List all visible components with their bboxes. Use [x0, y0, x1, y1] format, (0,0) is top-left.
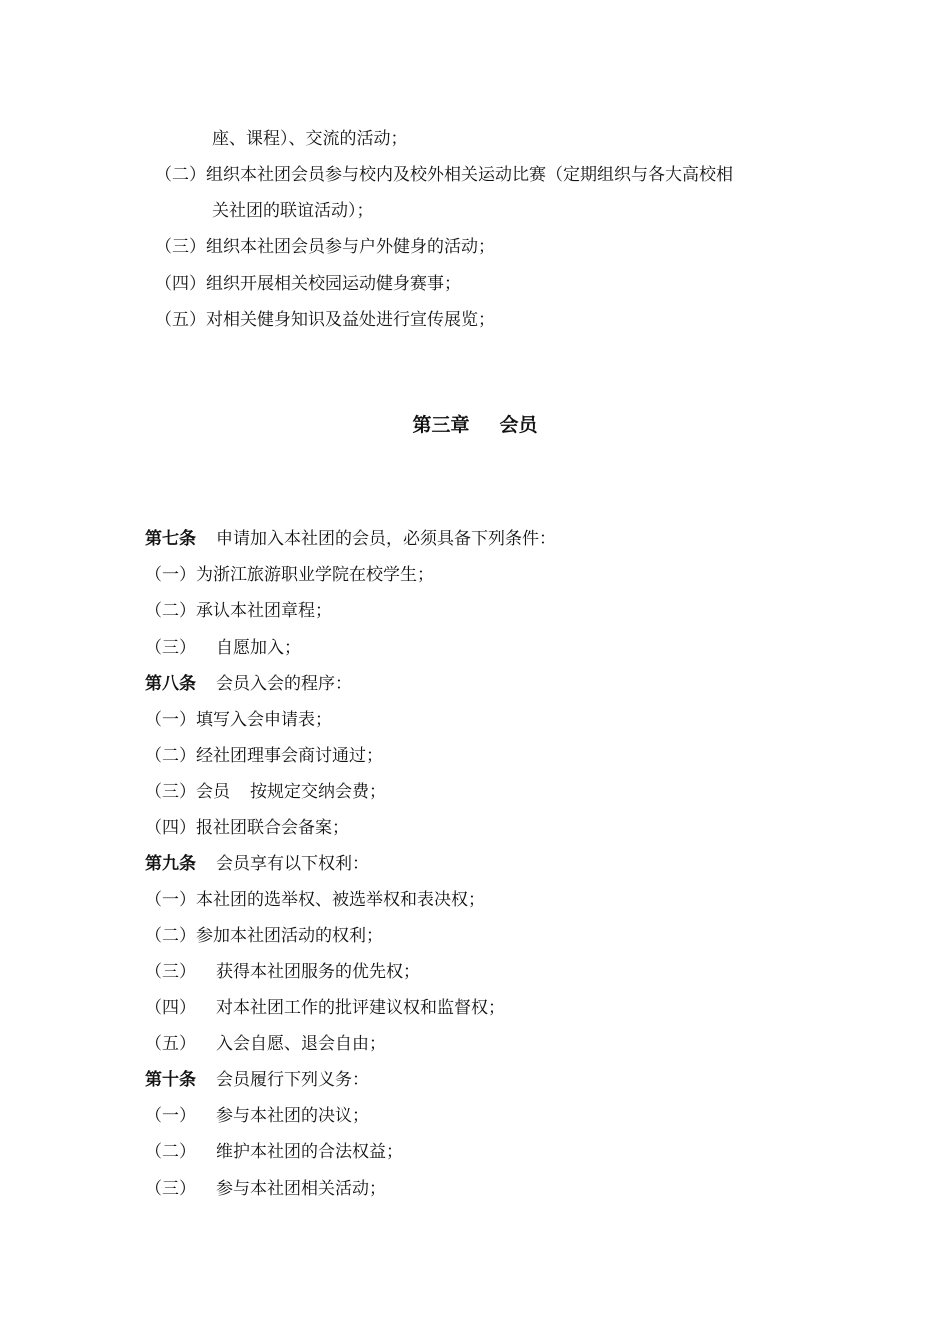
article-heading [145, 853, 369, 875]
list-item: （四）报社团联合会备案； [145, 818, 349, 838]
list-item: （一）为浙江旅游职业学院在校学生； [145, 565, 434, 585]
list-item: （五） 入会自愿、退会自由； [145, 1034, 386, 1054]
article-label: 第七条 [145, 529, 196, 549]
list-item: （一）本社团的选举权、被选举权和表决权； [145, 890, 485, 910]
list-item: （三） 自愿加入； [145, 638, 301, 658]
list-item: （一）填写入会申请表； [145, 710, 332, 730]
chapter-title [0, 412, 950, 438]
list-item: （二）承认本社团章程； [145, 601, 332, 621]
article-text: 会员入会的程序： [216, 674, 352, 694]
article-heading [145, 1069, 369, 1091]
article-heading [145, 528, 556, 550]
list-item: （二） 维护本社团的合法权益； [145, 1142, 403, 1162]
article-text: 会员履行下列义务： [216, 1070, 369, 1090]
list-item: （三）会员 按规定交纳会费； [145, 782, 386, 802]
list-item: （一） 参与本社团的决议； [145, 1106, 369, 1126]
article-text: 会员享有以下权利： [216, 854, 369, 874]
article-label: 第八条 [145, 674, 196, 694]
list-item: （二）参加本社团活动的权利； [145, 926, 383, 946]
list-item: （四） 对本社团工作的批评建议权和监督权； [145, 998, 505, 1018]
list-item: （五）对相关健身知识及益处进行宣传展览； [155, 310, 495, 330]
list-item: （三）组织本社团会员参与户外健身的活动； [155, 237, 495, 257]
continuation-line: 关社团的联谊活动）； [212, 201, 374, 221]
list-item: （三） 参与本社团相关活动； [145, 1179, 386, 1199]
chapter-name: 会员 [499, 414, 538, 436]
article-heading [145, 673, 352, 695]
article-label: 第九条 [145, 854, 196, 874]
chapter-label: 第三章 [412, 414, 470, 436]
list-item: （四）组织开展相关校园运动健身赛事； [155, 274, 461, 294]
list-item: （三） 获得本社团服务的优先权； [145, 962, 420, 982]
article-label: 第十条 [145, 1070, 196, 1090]
list-item: （二）经社团理事会商讨通过； [145, 746, 383, 766]
list-item: （二）组织本社团会员参与校内及校外相关运动比赛（定期组织与各大高校相 [155, 165, 733, 185]
article-text: 申请加入本社团的会员，必须具备下列条件： [216, 529, 556, 549]
continuation-line: 座、课程）、交流的活动； [212, 129, 408, 149]
